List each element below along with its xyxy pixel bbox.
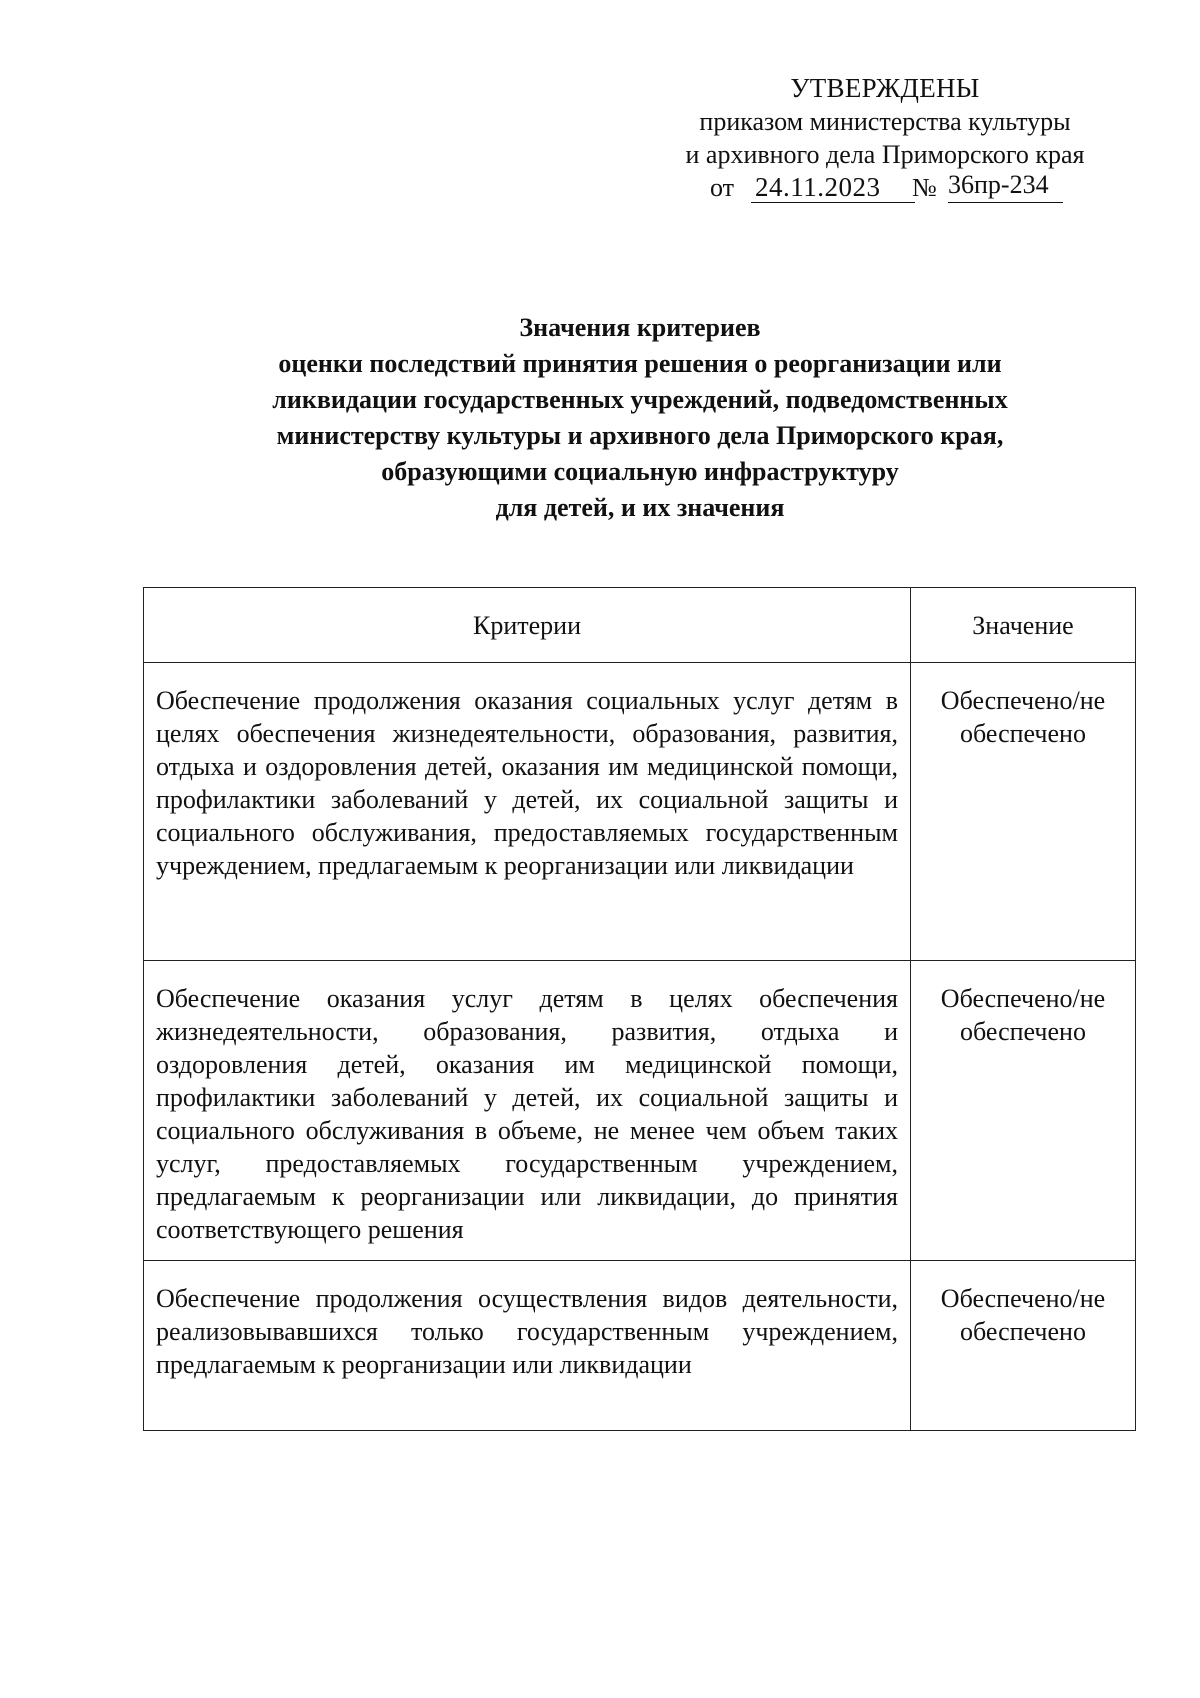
date-prefix: от [710, 173, 735, 202]
value-cell: Обеспечено/не обеспечено [911, 961, 1136, 1261]
approval-order-line-1: приказом министерства культуры [699, 107, 1071, 136]
table-row [144, 663, 1136, 961]
title-line: оценки последствий принятия решения о реорганизации или [278, 349, 1002, 378]
number-label: № [912, 173, 937, 202]
criterion-cell: Обеспечение продолжения оказания социальных услуг детям в целях обеспечения жизнедеятельности, образования, развития, отдыха и оздоровления детей, оказания им медицинской помощи, профилактики заболеваний у детей, их социальной защиты и социального обслуживания, предоставляемых государственным учреждением, предлагаемым к реорганизации или ликвидации [144, 663, 911, 961]
criterion-cell: Обеспечение продолжения осуществления видов деятельности, реализовывавшихся только государственным учреждением, предлагаемым к реорганизации или ликвидации [144, 1261, 911, 1431]
column-header-value: Значение [911, 588, 1136, 663]
criteria-table [143, 587, 1136, 1431]
order-date: 24.11.2023 [751, 171, 915, 203]
title-line: образующими социальную инфраструктуру [381, 457, 899, 486]
criterion-cell: Обеспечение оказания услуг детям в целях обеспечения жизнедеятельности, образования, развития, отдыха и оздоровления детей, оказания им медицинской помощи, профилактики заболеваний у детей, их социальной защиты и социального обслуживания в объеме, не менее чем объем таких услуг, предоставляемых государственным учреждением, предлагаемым к реорганизации или ликвидации, до принятия соответствующего решения [144, 961, 911, 1261]
value-cell: Обеспечено/не обеспечено [911, 663, 1136, 961]
approval-date-number-line [650, 171, 1120, 205]
title-line: ликвидации государственных учреждений, подведомственных [272, 385, 1008, 414]
value-cell: Обеспечено/не обеспечено [911, 1261, 1136, 1431]
table-row [144, 961, 1136, 1261]
approval-order-line-2: и архивного дела Приморского края [685, 140, 1085, 169]
approval-heading: УТВЕРЖДЕНЫ [790, 73, 980, 103]
approval-block [650, 72, 1120, 205]
table-header-row [144, 588, 1136, 663]
title-line: министерству культуры и архивного дела Приморского края, [276, 421, 1004, 450]
column-header-criteria: Критерии [144, 588, 911, 663]
table-row [144, 1261, 1136, 1431]
title-line: для детей, и их значения [495, 493, 785, 522]
document-title [140, 310, 1140, 526]
order-number: 36пр-234 [948, 168, 1063, 203]
title-line: Значения критериев [519, 313, 761, 342]
